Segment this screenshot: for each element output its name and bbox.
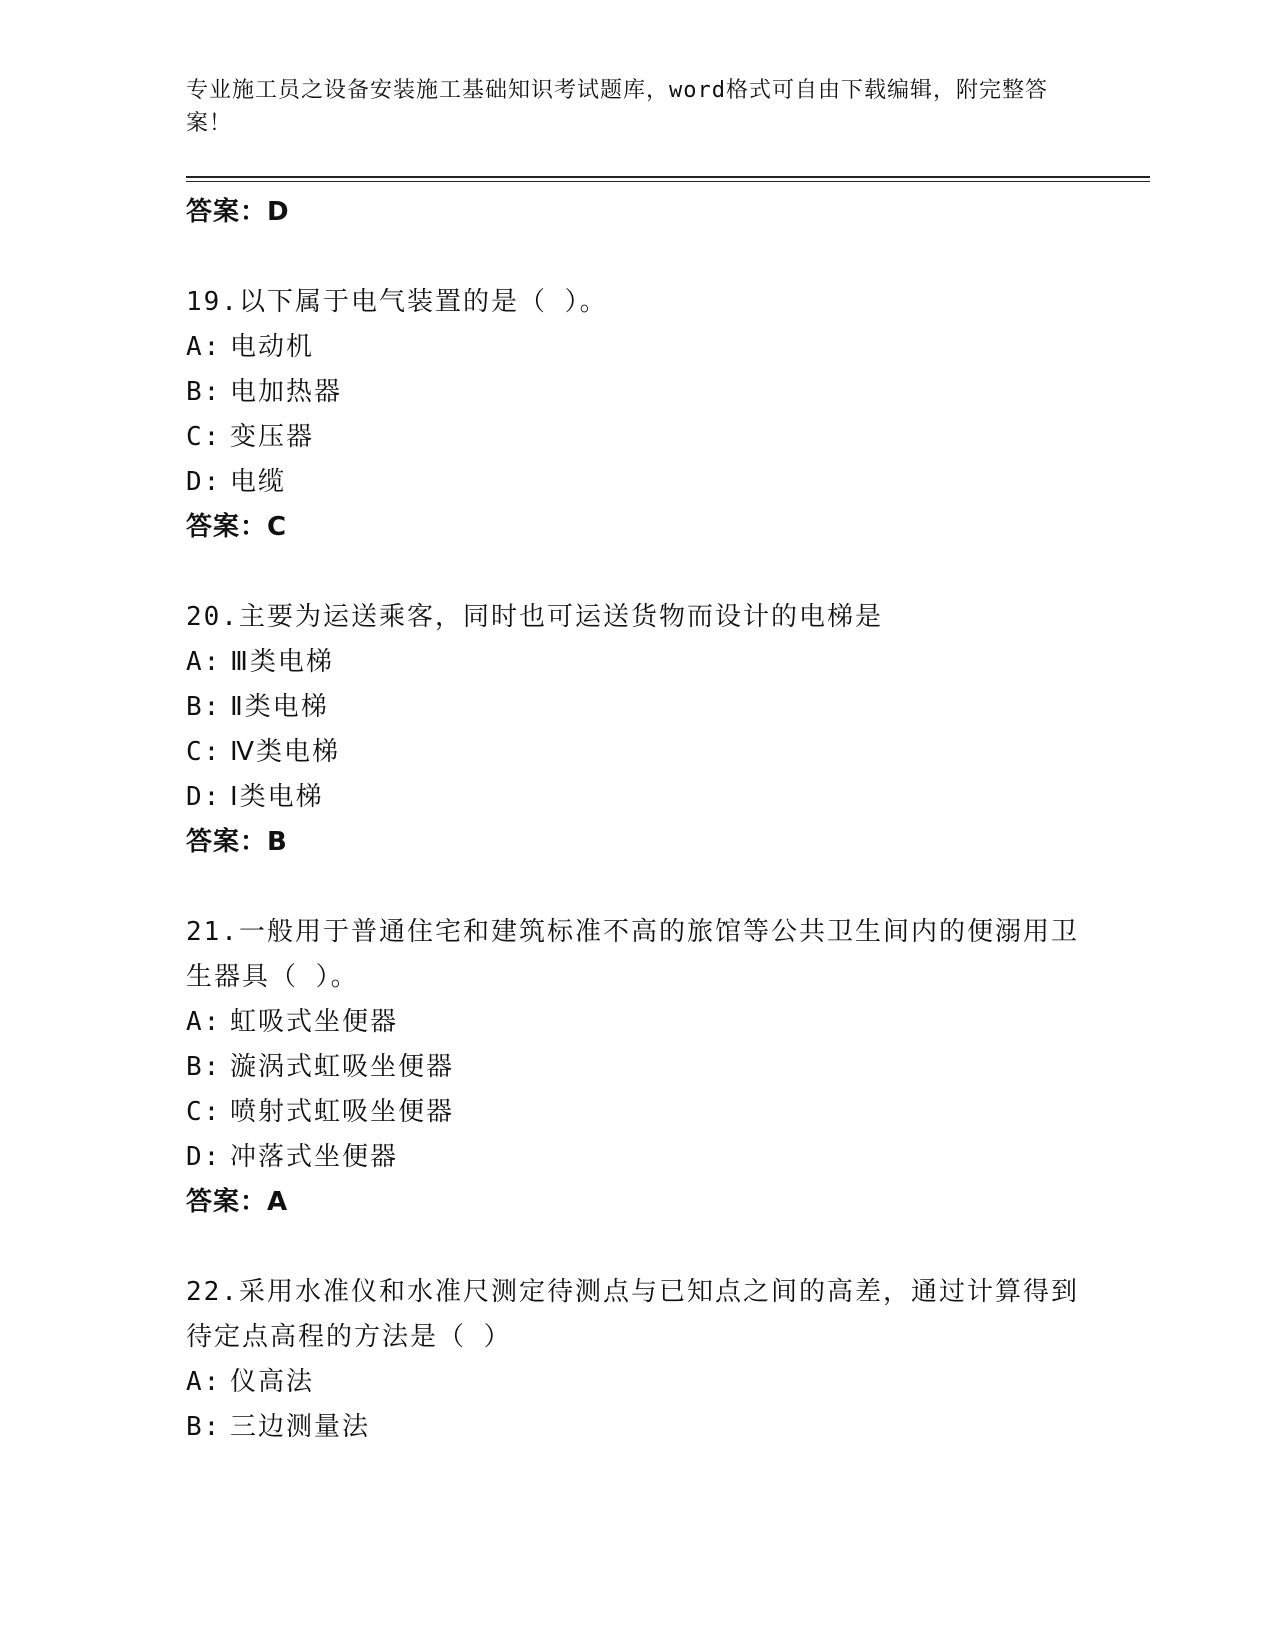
option-key: B: <box>186 692 222 722</box>
question-21 <box>186 910 1086 1224</box>
option-key: B: <box>186 1052 222 1082</box>
option-text: Ⅰ类电梯 <box>230 782 324 812</box>
option-key: D: <box>186 782 222 812</box>
option-b <box>186 370 1086 415</box>
header-divider-thin <box>186 181 1150 182</box>
option-text: 漩涡式虹吸坐便器 <box>230 1052 455 1082</box>
option-text: 三边测量法 <box>230 1412 371 1442</box>
option-key: C: <box>186 1097 222 1127</box>
option-text: Ⅳ类电梯 <box>230 737 340 767</box>
option-text: 仪高法 <box>230 1367 315 1397</box>
question-stem: 22.采用水准仪和水准尺测定待测点与已知点之间的高差，通过计算得到待定点高程的方法是（ ） <box>186 1277 1079 1352</box>
question-20 <box>186 595 1086 864</box>
option-b <box>186 1045 1086 1090</box>
question-22 <box>186 1270 1086 1450</box>
option-text: 变压器 <box>230 422 315 452</box>
option-key: D: <box>186 467 222 497</box>
option-text: 喷射式虹吸坐便器 <box>230 1097 455 1127</box>
option-text: 虹吸式坐便器 <box>230 1007 399 1037</box>
answer-label: 答案：B <box>186 827 288 857</box>
option-a <box>186 1360 1086 1405</box>
option-c <box>186 415 1086 460</box>
option-text: 电动机 <box>230 332 315 362</box>
option-text: Ⅱ类电梯 <box>230 692 329 722</box>
option-b <box>186 685 1086 730</box>
option-c <box>186 1090 1086 1135</box>
answer-label: 答案：C <box>186 512 288 542</box>
question-19 <box>186 280 1086 549</box>
option-key: A: <box>186 332 222 362</box>
option-a <box>186 640 1086 685</box>
option-text: 冲落式坐便器 <box>230 1142 399 1172</box>
option-c <box>186 730 1086 775</box>
option-key: B: <box>186 377 222 407</box>
option-key: A: <box>186 1007 222 1037</box>
option-d <box>186 460 1086 505</box>
question-list <box>186 190 1086 1450</box>
option-key: D: <box>186 1142 222 1172</box>
header-divider-thick <box>186 176 1150 178</box>
option-key: A: <box>186 647 222 677</box>
option-text: 电缆 <box>230 467 287 497</box>
question-stem: 21.一般用于普通住宅和建筑标准不高的旅馆等公共卫生间内的便溺用卫生器具（ ）。 <box>186 917 1079 992</box>
option-key: B: <box>186 1412 222 1442</box>
option-text: 电加热器 <box>230 377 343 407</box>
question-stem: 20.主要为运送乘客，同时也可运送货物而设计的电梯是 <box>186 602 883 632</box>
option-d <box>186 1135 1086 1180</box>
previous-answer: 答案：D <box>186 197 290 227</box>
option-a <box>186 1000 1086 1045</box>
option-b <box>186 1405 1086 1450</box>
option-key: A: <box>186 1367 222 1397</box>
option-text: Ⅲ类电梯 <box>230 647 334 677</box>
option-d <box>186 775 1086 820</box>
option-key: C: <box>186 737 222 767</box>
document-header: 专业施工员之设备安装施工基础知识考试题库，word格式可自由下载编辑，附完整答案！ <box>186 78 1048 136</box>
option-key: C: <box>186 422 222 452</box>
answer-label: 答案：A <box>186 1187 289 1217</box>
question-stem: 19.以下属于电气装置的是（ ）。 <box>186 287 608 317</box>
option-a <box>186 325 1086 370</box>
